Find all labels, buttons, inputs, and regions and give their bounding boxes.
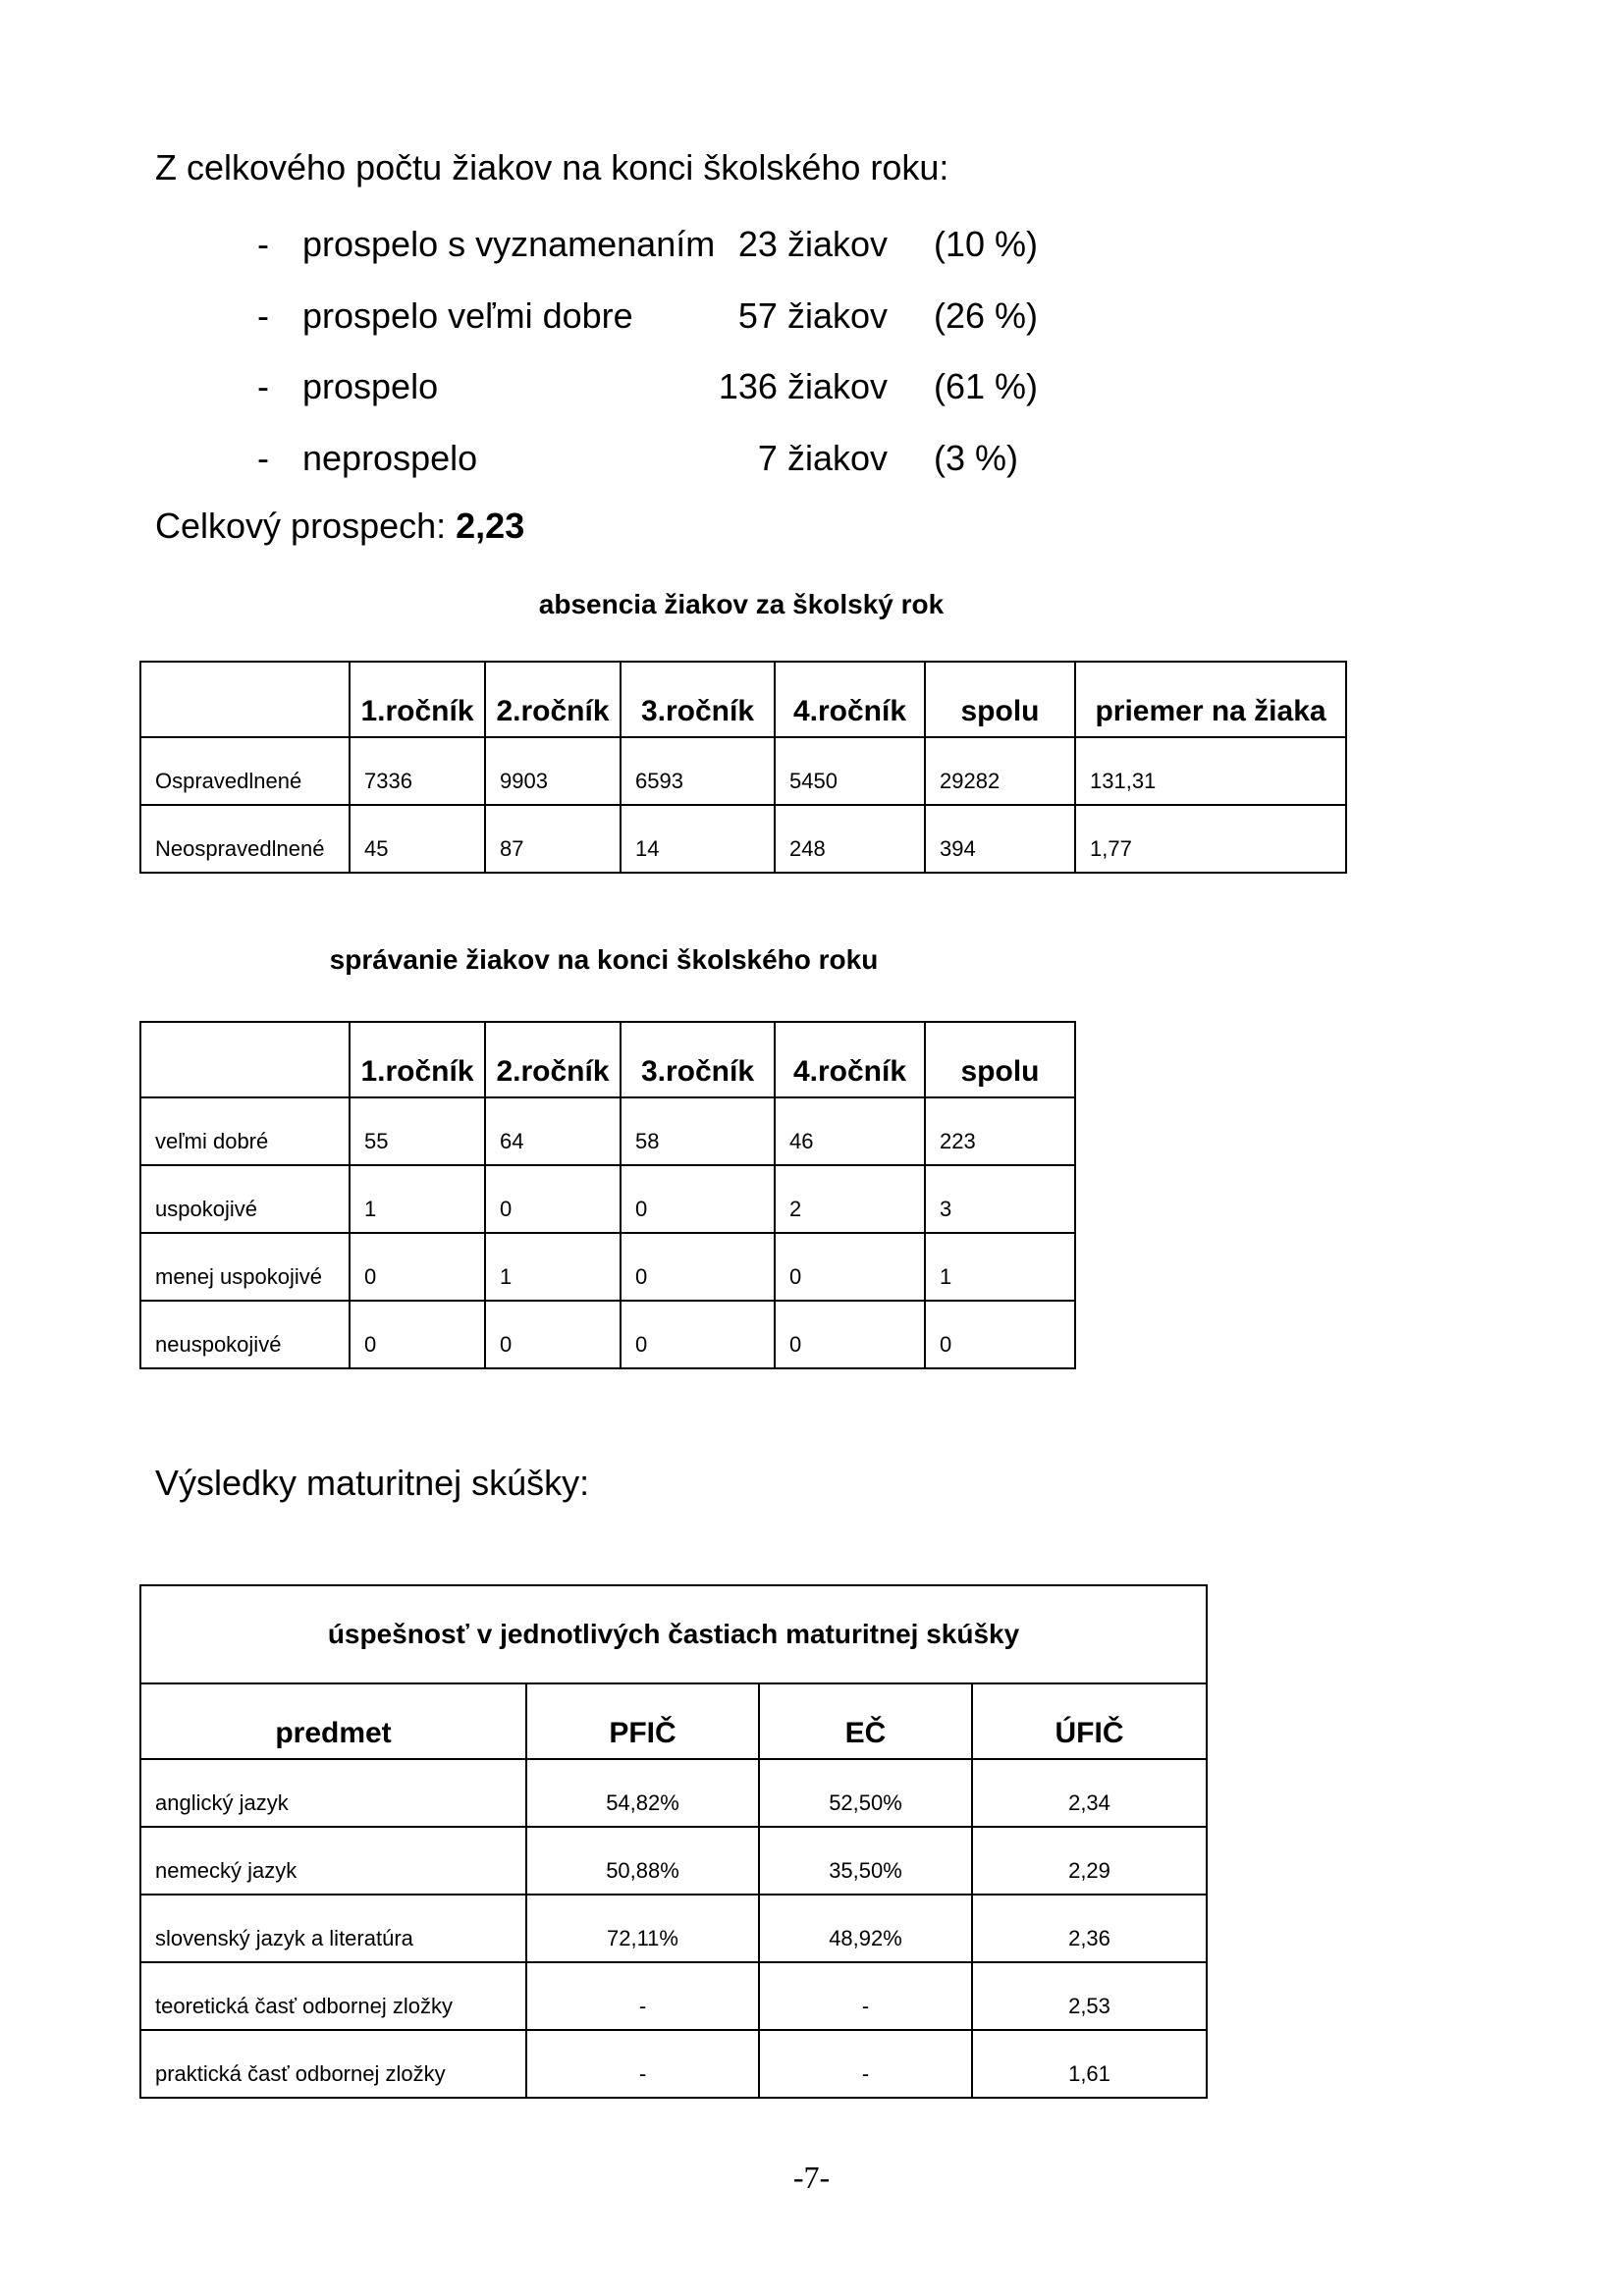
table-cell: 1,77 bbox=[1075, 805, 1346, 873]
table-cell: 2,36 bbox=[972, 1895, 1207, 1962]
table-cell: 0 bbox=[350, 1301, 485, 1368]
list-dash: - bbox=[257, 438, 269, 478]
table-cell: 1,61 bbox=[972, 2030, 1207, 2098]
table-cell: 6593 bbox=[621, 737, 775, 805]
absence-caption: absencia žiakov za školský rok bbox=[538, 589, 945, 619]
result-percent: (61 %) bbox=[934, 366, 1039, 406]
table-row bbox=[140, 1827, 1207, 1895]
table-cell: 2,53 bbox=[972, 1962, 1207, 2030]
table-row bbox=[140, 2030, 1207, 2098]
table-cell: 1 bbox=[925, 1233, 1075, 1301]
table-cell: slovenský jazyk a literatúra bbox=[140, 1895, 526, 1962]
table-cell: 2,29 bbox=[972, 1827, 1207, 1895]
table-header-row bbox=[140, 1022, 1075, 1097]
table-cell: 1 bbox=[485, 1233, 621, 1301]
result-percent: (3 %) bbox=[934, 438, 1019, 478]
list-dash: - bbox=[257, 295, 269, 336]
page-number: -7- bbox=[792, 2160, 831, 2195]
table-cell: 3 bbox=[925, 1165, 1075, 1233]
header-cell: PFIČ bbox=[526, 1683, 759, 1759]
table-cell: 45 bbox=[350, 805, 485, 873]
table-cell: 0 bbox=[350, 1233, 485, 1301]
table-cell: 54,82% bbox=[526, 1759, 759, 1827]
header-cell bbox=[140, 1022, 350, 1097]
table-cell: uspokojivé bbox=[140, 1165, 350, 1233]
header-cell: spolu bbox=[925, 662, 1075, 737]
header-cell: ÚFIČ bbox=[972, 1683, 1207, 1759]
overall-grade-value: 2,23 bbox=[456, 506, 525, 546]
table-cell: 0 bbox=[621, 1165, 775, 1233]
table-cell: anglický jazyk bbox=[140, 1759, 526, 1827]
table-cell: 248 bbox=[775, 805, 925, 873]
exam-table bbox=[139, 1584, 1208, 2099]
result-count: 57 žiakov bbox=[737, 295, 888, 336]
table-row bbox=[140, 805, 1346, 873]
table-cell: 48,92% bbox=[759, 1895, 972, 1962]
table-caption-row bbox=[140, 1585, 1207, 1683]
table-cell: 2,34 bbox=[972, 1759, 1207, 1827]
result-count: 7 žiakov bbox=[757, 438, 888, 478]
header-cell: EČ bbox=[759, 1683, 972, 1759]
absence-table bbox=[139, 661, 1347, 874]
header-cell: 2.ročník bbox=[485, 662, 621, 737]
table-cell: 72,11% bbox=[526, 1895, 759, 1962]
table-cell: menej uspokojivé bbox=[140, 1233, 350, 1301]
overall-grade bbox=[155, 506, 524, 547]
header-cell: 2.ročník bbox=[485, 1022, 621, 1097]
table-cell: - bbox=[526, 2030, 759, 2098]
table-cell: teoretická časť odbornej zložky bbox=[140, 1962, 526, 2030]
table-cell: 131,31 bbox=[1075, 737, 1346, 805]
exam-caption: úspešnosť v jednotlivých častiach maturitnej skúšky bbox=[140, 1585, 1207, 1683]
table-cell: 58 bbox=[621, 1097, 775, 1165]
result-label: prospelo veľmi dobre bbox=[302, 295, 633, 336]
overall-grade-label: Celkový prospech: bbox=[155, 506, 447, 546]
header-cell: 1.ročník bbox=[350, 662, 485, 737]
behavior-table bbox=[139, 1021, 1076, 1369]
table-cell: 0 bbox=[775, 1301, 925, 1368]
table-cell: 0 bbox=[925, 1301, 1075, 1368]
table-cell: 64 bbox=[485, 1097, 621, 1165]
behavior-caption: správanie žiakov na konci školského roku bbox=[329, 944, 879, 975]
table-cell: - bbox=[759, 2030, 972, 2098]
table-row bbox=[140, 1233, 1075, 1301]
table-cell: 5450 bbox=[775, 737, 925, 805]
table-cell: 0 bbox=[485, 1301, 621, 1368]
table-row bbox=[140, 1759, 1207, 1827]
table-header-row bbox=[140, 1683, 1207, 1759]
table-cell: 1 bbox=[350, 1165, 485, 1233]
table-cell: 52,50% bbox=[759, 1759, 972, 1827]
result-label: prospelo s vyznamenaním bbox=[302, 224, 716, 264]
table-cell: 0 bbox=[621, 1301, 775, 1368]
table-cell: 29282 bbox=[925, 737, 1075, 805]
table-cell: nemecký jazyk bbox=[140, 1827, 526, 1895]
result-label: neprospelo bbox=[302, 438, 478, 478]
table-cell: 0 bbox=[775, 1233, 925, 1301]
table-cell: 46 bbox=[775, 1097, 925, 1165]
table-cell: veľmi dobré bbox=[140, 1097, 350, 1165]
table-cell: 0 bbox=[621, 1233, 775, 1301]
table-cell: 14 bbox=[621, 805, 775, 873]
result-percent: (26 %) bbox=[934, 295, 1039, 336]
header-cell: 4.ročník bbox=[775, 1022, 925, 1097]
header-cell: predmet bbox=[140, 1683, 526, 1759]
exam-section-title: Výsledky maturitnej skúšky: bbox=[155, 1463, 590, 1503]
table-cell: praktická časť odbornej zložky bbox=[140, 2030, 526, 2098]
table-cell: 394 bbox=[925, 805, 1075, 873]
table-cell: 35,50% bbox=[759, 1827, 972, 1895]
table-row bbox=[140, 1097, 1075, 1165]
header-cell bbox=[140, 662, 350, 737]
result-label: prospelo bbox=[302, 366, 439, 406]
table-cell: - bbox=[759, 1962, 972, 2030]
table-cell: neuspokojivé bbox=[140, 1301, 350, 1368]
table-row bbox=[140, 1165, 1075, 1233]
table-cell: 50,88% bbox=[526, 1827, 759, 1895]
result-count: 136 žiakov bbox=[718, 366, 888, 406]
header-cell: 3.ročník bbox=[621, 662, 775, 737]
table-cell: 9903 bbox=[485, 737, 621, 805]
header-cell: 1.ročník bbox=[350, 1022, 485, 1097]
results-intro: Z celkového počtu žiakov na konci školského roku: bbox=[155, 147, 949, 187]
header-cell: spolu bbox=[925, 1022, 1075, 1097]
table-cell: 7336 bbox=[350, 737, 485, 805]
list-dash: - bbox=[257, 224, 269, 264]
table-cell: - bbox=[526, 1962, 759, 2030]
table-header-row bbox=[140, 662, 1346, 737]
table-cell: 2 bbox=[775, 1165, 925, 1233]
table-cell: Neospravedlnené bbox=[140, 805, 350, 873]
table-cell: 87 bbox=[485, 805, 621, 873]
table-cell: 55 bbox=[350, 1097, 485, 1165]
result-count: 23 žiakov bbox=[737, 224, 888, 264]
header-cell: 4.ročník bbox=[775, 662, 925, 737]
table-row bbox=[140, 1962, 1207, 2030]
table-cell: Ospravedlnené bbox=[140, 737, 350, 805]
result-percent: (10 %) bbox=[934, 224, 1039, 264]
header-cell: 3.ročník bbox=[621, 1022, 775, 1097]
table-cell: 223 bbox=[925, 1097, 1075, 1165]
table-row bbox=[140, 1895, 1207, 1962]
table-row bbox=[140, 737, 1346, 805]
table-row bbox=[140, 1301, 1075, 1368]
table-cell: 0 bbox=[485, 1165, 621, 1233]
header-cell: priemer na žiaka bbox=[1075, 662, 1346, 737]
list-dash: - bbox=[257, 366, 269, 406]
